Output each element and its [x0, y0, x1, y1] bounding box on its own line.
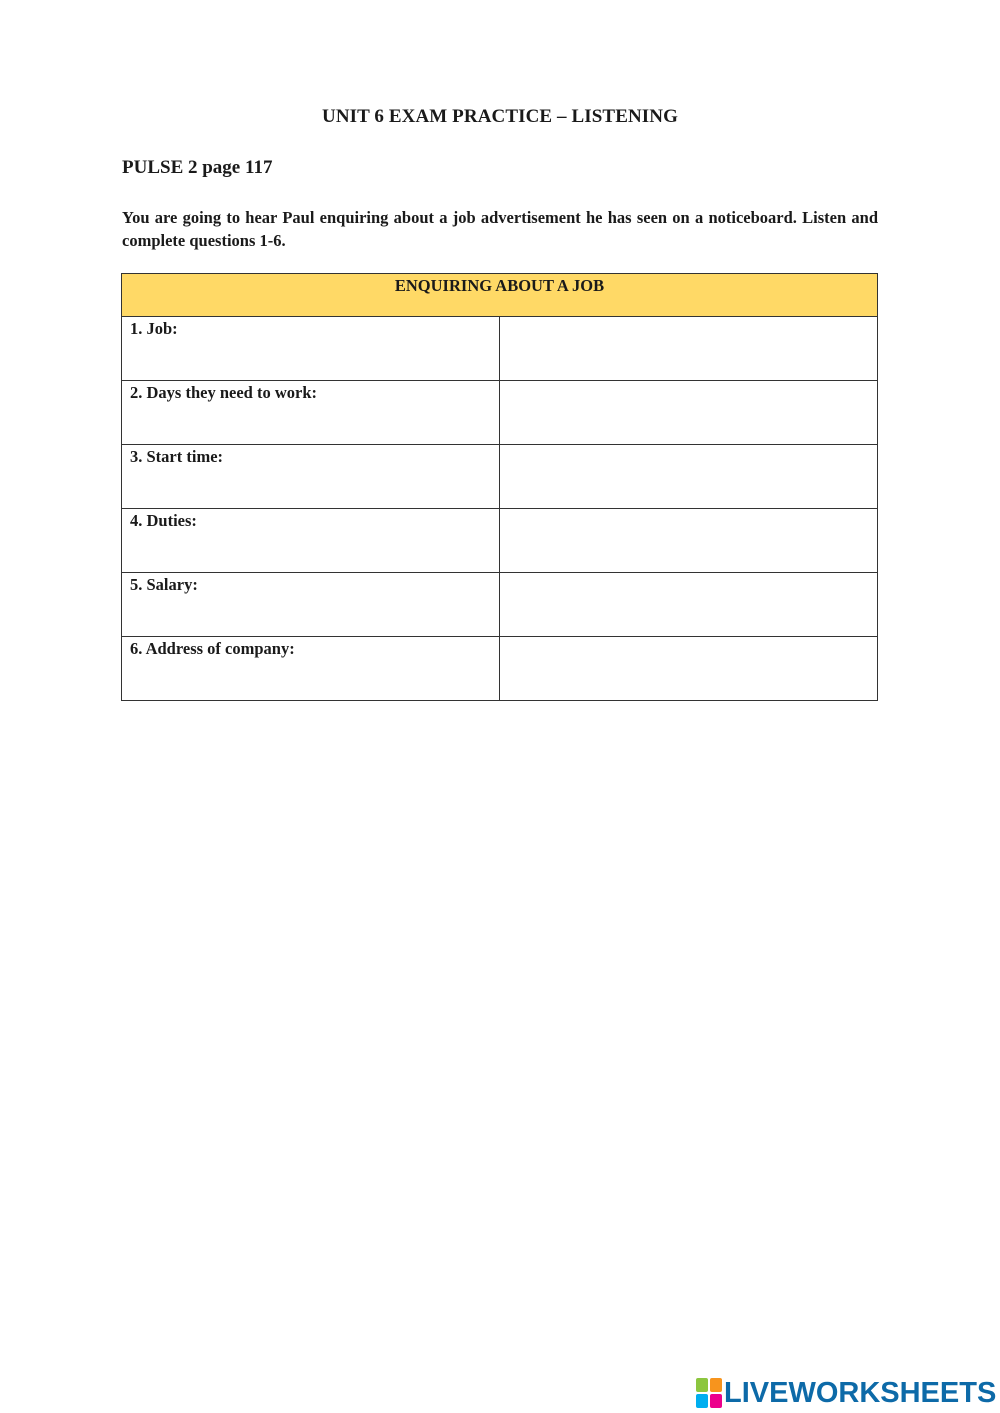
job-enquiry-table: [121, 273, 878, 701]
table-header: ENQUIRING ABOUT A JOB: [122, 274, 878, 317]
table-row: [122, 381, 878, 445]
table-row: [122, 509, 878, 573]
answer-field-3[interactable]: [500, 445, 878, 509]
table-row: [122, 573, 878, 637]
table-row: [122, 317, 878, 381]
table-row: [122, 637, 878, 701]
question-label-2: 2. Days they need to work:: [122, 381, 500, 445]
logo-tile-orange: [710, 1378, 722, 1392]
instructions-text: You are going to hear Paul enquiring about a job advertisement he has seen on a noticeboard. Listen and complete questions 1-6.: [122, 208, 878, 250]
answer-field-4[interactable]: [500, 509, 878, 573]
logo-tile-blue: [696, 1394, 708, 1408]
answer-field-2[interactable]: [500, 381, 878, 445]
question-label-5: 5. Salary:: [122, 573, 500, 637]
page-subtitle: PULSE 2 page 117: [122, 157, 273, 178]
logo-tile-green: [696, 1378, 708, 1392]
logo-tile-pink: [710, 1394, 722, 1408]
liveworksheets-brand: [696, 1375, 996, 1411]
answer-field-1[interactable]: [500, 317, 878, 381]
question-label-3: 3. Start time:: [122, 445, 500, 509]
liveworksheets-logo-icon: [696, 1378, 722, 1408]
answer-field-5[interactable]: [500, 573, 878, 637]
question-label-6: 6. Address of company:: [122, 637, 500, 701]
page-title: UNIT 6 EXAM PRACTICE – LISTENING: [322, 106, 678, 127]
question-label-1: 1. Job:: [122, 317, 500, 381]
question-label-4: 4. Duties:: [122, 509, 500, 573]
table-row: [122, 445, 878, 509]
brand-name: LIVEWORKSHEETS: [724, 1376, 997, 1409]
answer-field-6[interactable]: [500, 637, 878, 701]
